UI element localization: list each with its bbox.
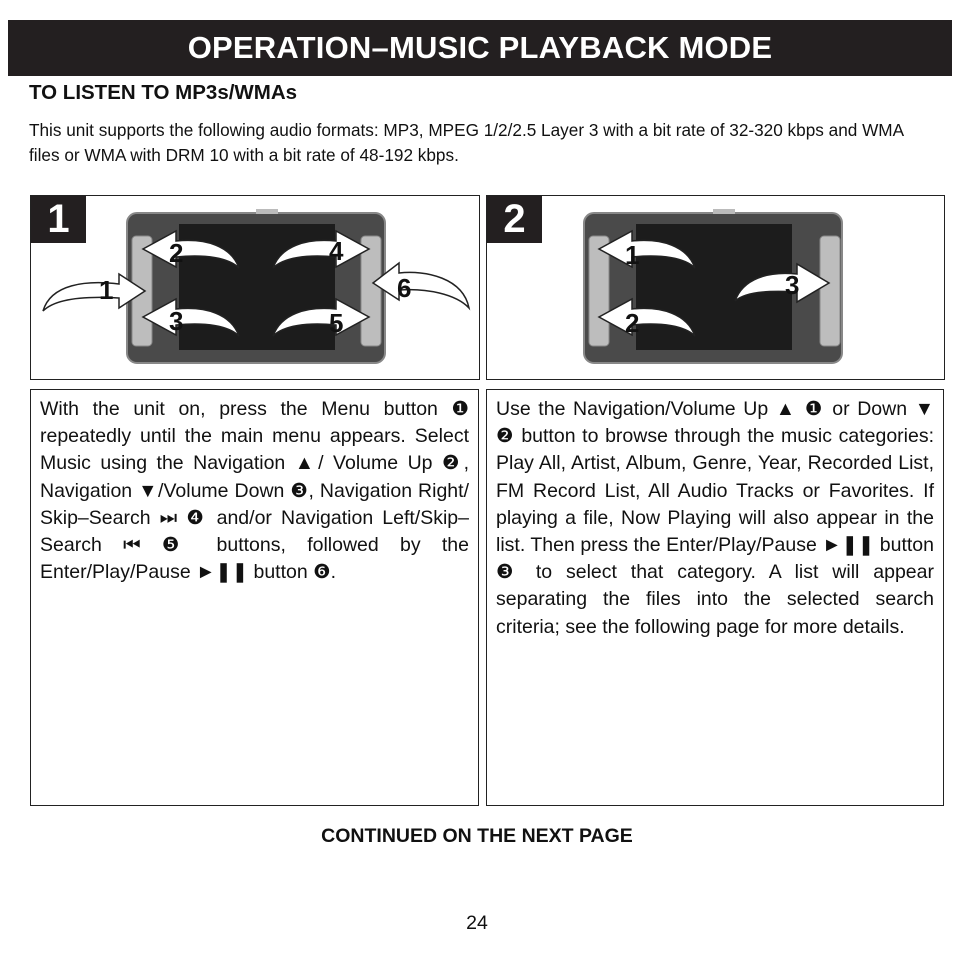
callout-2: 2 — [169, 238, 184, 268]
callout-1: 1 — [625, 240, 640, 270]
section-heading: TO LISTEN TO MP3s/WMAs — [29, 81, 298, 104]
device-illustration-1 — [31, 196, 479, 379]
step-number-1: 1 — [31, 196, 86, 243]
figure-step-2 — [486, 195, 945, 380]
step-1-instructions: With the unit on, press the Menu button ❶ repeatedly until the main menu appears. Select Music using the Navigation ▲/ Volume Up ❷, Navigation ▼/Volume Down ❸, Navigation Right/ Skip–Search ⏭ ❹ and/or Navigation Left/Skip–Search ⏮ ❺ buttons, followed by the Enter/Play/Pause ►❚❚ button ❻. — [30, 389, 479, 806]
intro-paragraph: This unit supports the following audio formats: MP3, MPEG 1/2/2.5 Layer 3 with a bit rate of 32-320 kbps and WMA files or WMA with DRM 10 with a bit rate of 48-192 kbps. — [29, 120, 904, 165]
callout-5: 5 — [329, 308, 344, 338]
callout-6: 6 — [397, 273, 412, 303]
figure-step-1 — [30, 195, 480, 380]
continued-notice: CONTINUED ON THE NEXT PAGE — [321, 825, 633, 847]
page-number: 24 — [466, 912, 488, 934]
callout-3: 3 — [169, 306, 184, 336]
callout-1: 1 — [99, 275, 114, 305]
page-title: OPERATION–MUSIC PLAYBACK MODE — [187, 30, 773, 65]
step-number-2: 2 — [487, 196, 542, 243]
callout-2: 2 — [625, 308, 640, 338]
page-title-banner — [8, 20, 952, 76]
device-illustration-2 — [487, 196, 944, 379]
callout-3: 3 — [785, 270, 800, 300]
step-2-instructions: Use the Navigation/Volume Up ▲ ❶ or Down ▼ ❷ button to browse through the music categories: Play All, Artist, Album, Genre, Year, Recorded List, FM Record List, All Audio Tracks or Favorites. If playing a file, Now Playing will also appear in the list. Then press the Enter/Play/Pause ►❚❚ button ❸ to select that category. A list will appear separating the files into the selected search criteria; see the following page for more details. — [486, 389, 944, 806]
callout-4: 4 — [329, 236, 344, 266]
